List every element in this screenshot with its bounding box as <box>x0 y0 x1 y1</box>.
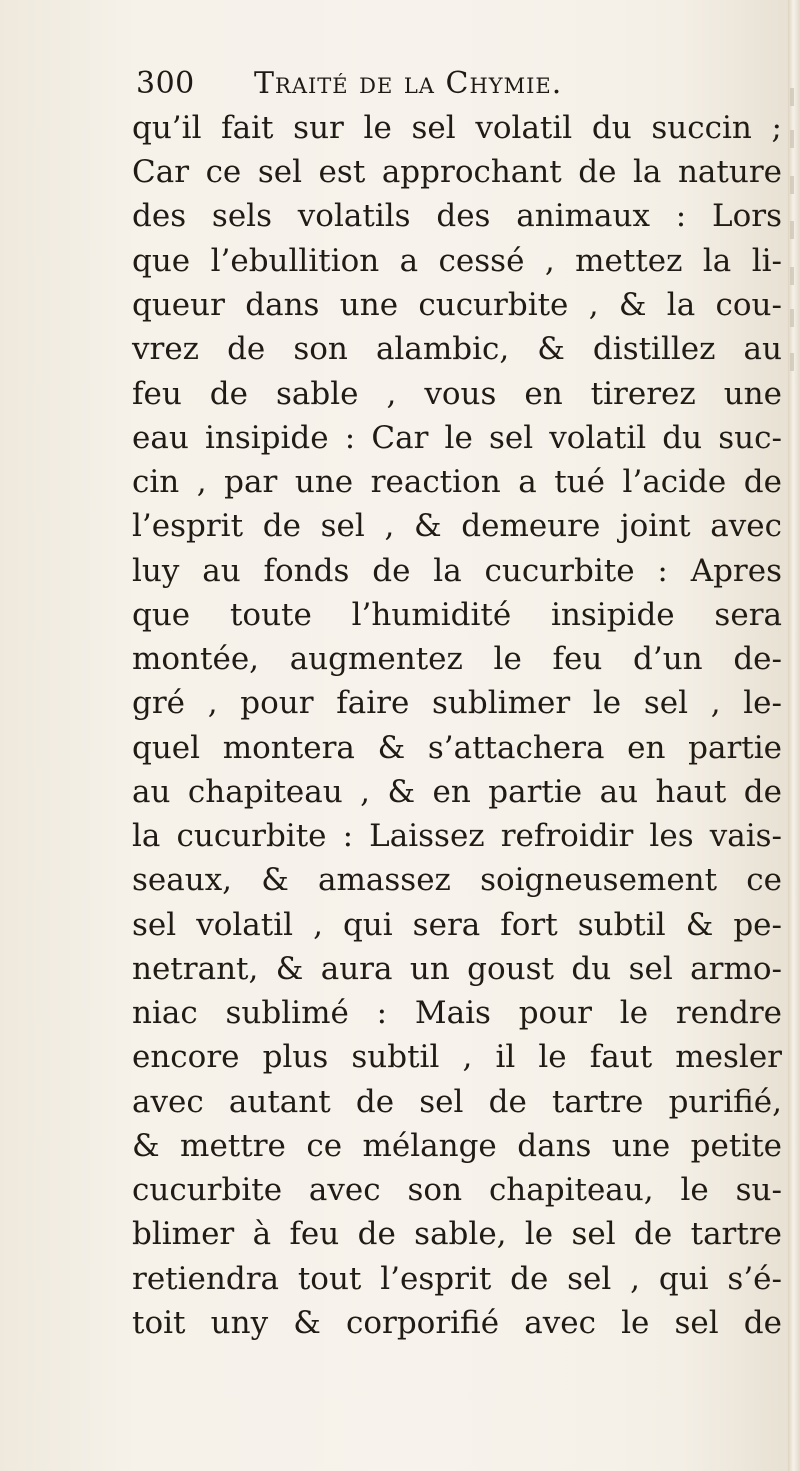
text-line: qu’il fait sur le sel volatil du succin ; <box>132 110 782 146</box>
text-line <box>132 1345 782 1389</box>
text-line: toit uny & corporifié avec le sel de <box>132 1305 782 1341</box>
text-line: encore plus subtil , il le faut mesler <box>132 1039 782 1075</box>
text-line: sel volatil , qui sera fort subtil & pe- <box>132 907 782 943</box>
margin-mark <box>790 88 794 106</box>
text-line: eau insipide : Car le sel volatil du suc- <box>132 420 782 456</box>
margin-mark <box>790 267 794 285</box>
text-line: queur dans une cucurbite , & la cou- <box>132 287 782 323</box>
text-line: des sels volatils des animaux : Lors <box>132 198 782 234</box>
text-line: niac sublimé : Mais pour le rendre <box>132 995 782 1031</box>
text-line: vrez de son alambic, & distillez au <box>132 331 782 367</box>
margin-mark <box>790 309 794 327</box>
margin-mark <box>790 176 794 194</box>
text-line: cin , par une reaction a tué l’acide de <box>132 464 782 500</box>
margin-mark <box>790 130 794 148</box>
text-line: feu de sable , vous en tirerez une <box>132 376 782 412</box>
text-line: seaux, & amassez soigneusement ce <box>132 862 782 898</box>
text-line: blimer à feu de sable, le sel de tartre <box>132 1216 782 1252</box>
text-line: montée, augmentez le feu d’un de- <box>132 641 782 677</box>
text-line: que l’ebullition a cessé , mettez la li- <box>132 243 782 279</box>
text-line: luy au fonds de la cucurbite : Apres <box>132 553 782 589</box>
text-line: Car ce sel est approchant de la nature <box>132 154 782 190</box>
text-line: la cucurbite : Laissez refroidir les vais- <box>132 818 782 854</box>
running-title: Traité de la Chymie. <box>254 66 563 101</box>
text-line: que toute l’humidité insipide sera <box>132 597 782 633</box>
text-line: quel montera & s’attachera en partie <box>132 730 782 766</box>
margin-mark <box>790 353 794 371</box>
text-line: gré , pour faire sublimer le sel , le- <box>132 685 782 721</box>
page-number: 300 <box>136 66 195 101</box>
text-line: l’esprit de sel , & demeure joint avec <box>132 508 782 544</box>
text-line: au chapiteau , & en partie au haut de <box>132 774 782 810</box>
margin-mark <box>790 221 794 239</box>
text-line: netrant, & aura un goust du sel armo- <box>132 951 782 987</box>
text-line: avec autant de sel de tartre purifié, <box>132 1084 782 1120</box>
text-line: & mettre ce mélange dans une petite <box>132 1128 782 1164</box>
text-line: cucurbite avec son chapiteau, le su- <box>132 1172 782 1208</box>
running-header <box>136 62 756 106</box>
text-line: retiendra tout l’esprit de sel , qui s’é- <box>132 1261 782 1297</box>
